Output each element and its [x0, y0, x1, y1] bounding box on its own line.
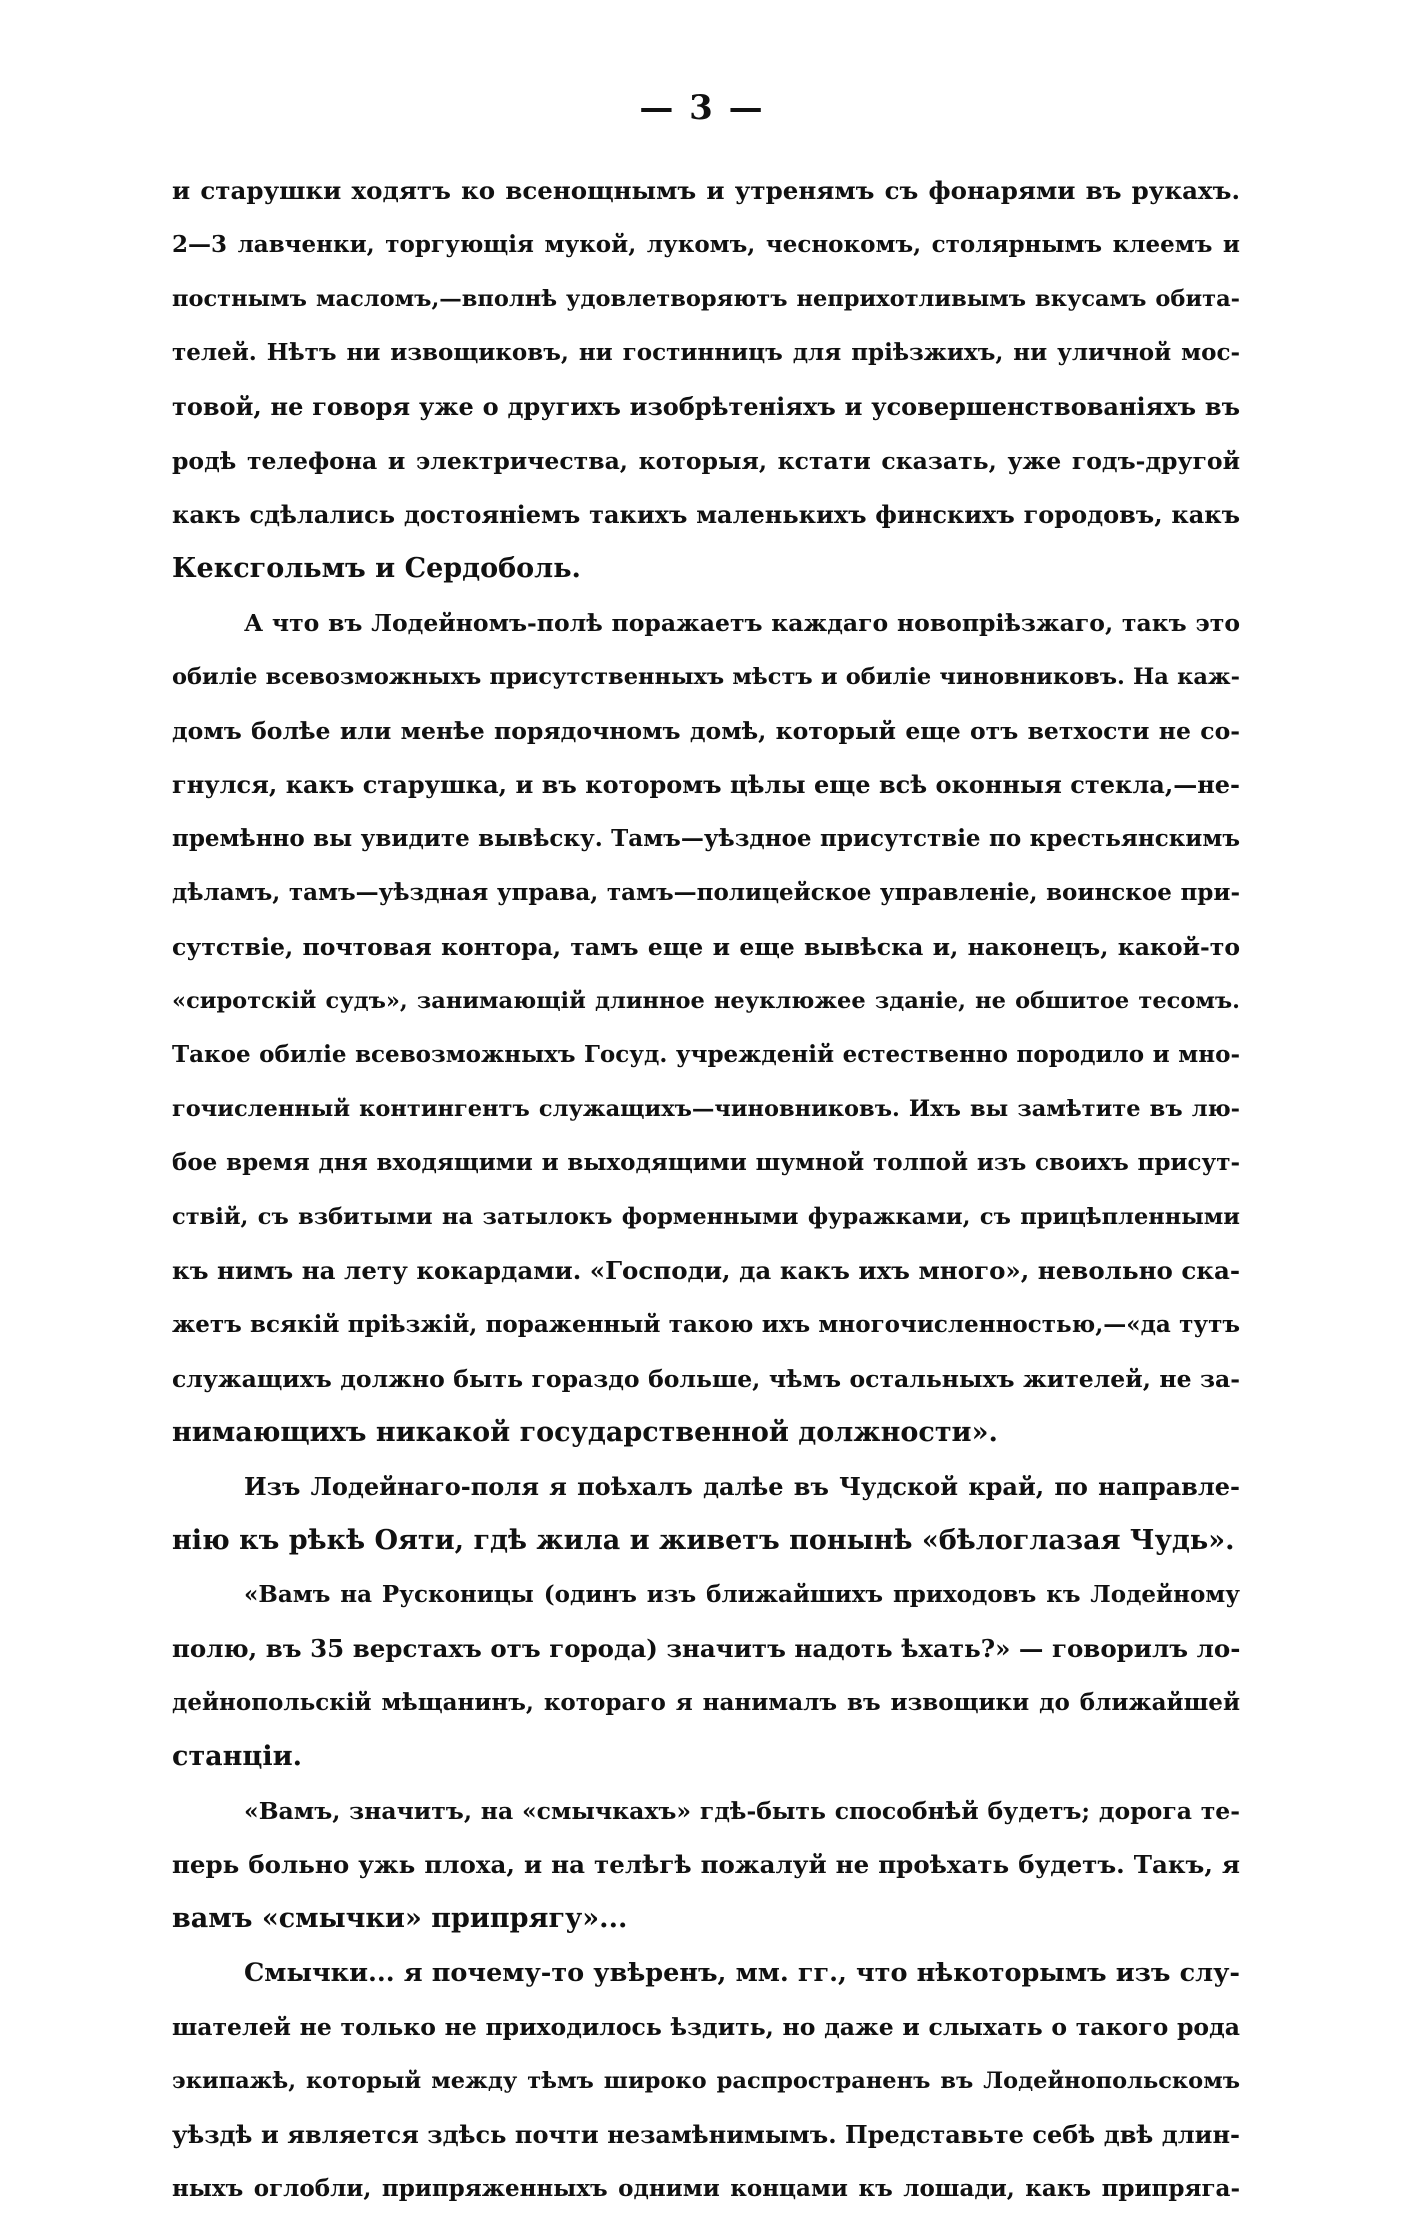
text-line: Кексгольмъ и Сердоболь. — [172, 553, 581, 584]
text-line: нимающихъ никакой государственной должности». — [172, 1417, 998, 1448]
text-line: Такое обиліе всевозможныхъ Госуд. учрежденій естественно породило и мно- — [172, 1041, 1240, 1068]
text-line: дейнопольскій мѣщанинъ, котораго я нанималъ въ извощики до ближайшей — [172, 1689, 1240, 1716]
text-line: «Вамъ, значитъ, на «смычкахъ» гдѣ-быть способнѣй будетъ; дорога те- — [244, 1797, 1240, 1825]
text-line: бое время дня входящими и выходящими шумной толпой изъ своихъ присут- — [172, 1149, 1240, 1176]
text-line: родѣ телефона и электричества, которыя, кстати сказать, уже годъ-другой — [172, 447, 1240, 475]
text-line: домъ болѣе или менѣе порядочномъ домѣ, который еще отъ ветхости не со- — [172, 717, 1240, 745]
text-line: какъ сдѣлались достояніемъ такихъ маленькихъ финскихъ городовъ, какъ — [172, 500, 1240, 529]
text-line: телей. Нѣтъ ни извощиковъ, ни гостинницъ для пріѣзжихъ, ни уличной мос- — [172, 339, 1240, 366]
paragraph — [172, 1946, 1240, 2216]
text-line: нію къ рѣкѣ Ояти, гдѣ жила и живетъ понынѣ «бѣлоглазая Чудь». — [172, 1525, 1235, 1556]
text-line: А что въ Лодейномъ-полѣ поражаетъ каждаго новопріѣзжаго, такъ это — [244, 609, 1240, 637]
text-line: гочисленный контингентъ служащихъ—чиновниковъ. Ихъ вы замѣтите въ лю- — [172, 1096, 1240, 1122]
text-line: экипажѣ, который между тѣмъ широко распространенъ въ Лодейнопольскомъ — [172, 2068, 1240, 2094]
paragraph — [172, 1784, 1240, 1946]
text-line: Смычки... я почему-то увѣренъ, мм. гг., что нѣкоторымъ изъ слу- — [244, 1958, 1240, 1988]
text-line: вамъ «смычки» припрягу»... — [172, 1903, 628, 1934]
text-line: ныхъ оглобли, припряженныхъ одними концами къ лошади, какъ припряга- — [172, 2175, 1240, 2202]
text-line: шателей не только не приходилось ѣздить, но даже и слыхать о такого рода — [172, 2013, 1240, 2041]
text-line: станціи. — [172, 1741, 303, 1772]
text-line: премѣнно вы увидите вывѣску. Тамъ—уѣздное присутствіе по крестьянскимъ — [172, 825, 1240, 852]
text-line: служащихъ должно быть гораздо больше, чѣмъ остальныхъ жителей, не за- — [172, 1365, 1240, 1393]
text-line: уѣздѣ и является здѣсь почти незамѣнимымъ. Представьте себѣ двѣ длин- — [172, 2120, 1240, 2149]
paragraph — [172, 1568, 1240, 1784]
body-text — [172, 164, 1240, 2216]
paragraph — [172, 596, 1240, 1460]
text-line: сутствіе, почтовая контора, тамъ еще и еще вывѣска и, наконецъ, какой-то — [172, 933, 1240, 961]
page-number: — 3 — — [639, 88, 765, 128]
text-line: полю, въ 35 верстахъ отъ города) значитъ надоть ѣхать?» — говорилъ ло- — [172, 1634, 1241, 1663]
text-line: «Вамъ на Русконицы (одинъ изъ ближайшихъ приходовъ къ Лодейному — [244, 1581, 1240, 1608]
text-line: Изъ Лодейнаго-поля я поѣхалъ далѣе въ Чудской край, по направле- — [244, 1472, 1240, 1501]
text-line: 2—3 лавченки, торгующія мукой, лукомъ, чеснокомъ, столярнымъ клеемъ и — [172, 231, 1240, 258]
text-line: перь больно ужь плоха, и на телѣгѣ пожалуй не проѣхать будетъ. Такъ, я — [172, 1850, 1240, 1879]
text-line: къ нимъ на лету кокардами. «Господи, да какъ ихъ много», невольно ска- — [172, 1256, 1241, 1285]
text-line: гнулся, какъ старушка, и въ которомъ цѣлы еще всѣ оконныя стекла,—не- — [172, 770, 1240, 799]
text-line: дѣламъ, тамъ—уѣздная управа, тамъ—полицейское управленіе, воинское при- — [172, 879, 1240, 906]
text-line: и старушки ходятъ ко всенощнымъ и утренямъ съ фонарями въ рукахъ. — [172, 176, 1240, 205]
text-line: ствій, съ взбитыми на затылокъ форменными фуражками, съ прицѣпленными — [172, 1204, 1240, 1230]
text-line: обиліе всевозможныхъ присутственныхъ мѣстъ и обиліе чиновниковъ. На каж- — [172, 664, 1240, 690]
paragraph — [172, 1460, 1240, 1568]
text-line: товой, не говоря уже о другихъ изобрѣтеніяхъ и усовершенствованіяхъ въ — [172, 392, 1240, 421]
text-line: «сиротскій судъ», занимающій длинное неуклюжее зданіе, не обшитое тесомъ. — [172, 988, 1240, 1014]
text-line: постнымъ масломъ,—вполнѣ удовлетворяютъ неприхотливымъ вкусамъ обита- — [172, 286, 1240, 312]
text-line: жетъ всякій пріѣзжій, пораженный такою ихъ многочисленностью,—«да тутъ — [172, 1311, 1240, 1338]
paragraph — [172, 164, 1240, 596]
